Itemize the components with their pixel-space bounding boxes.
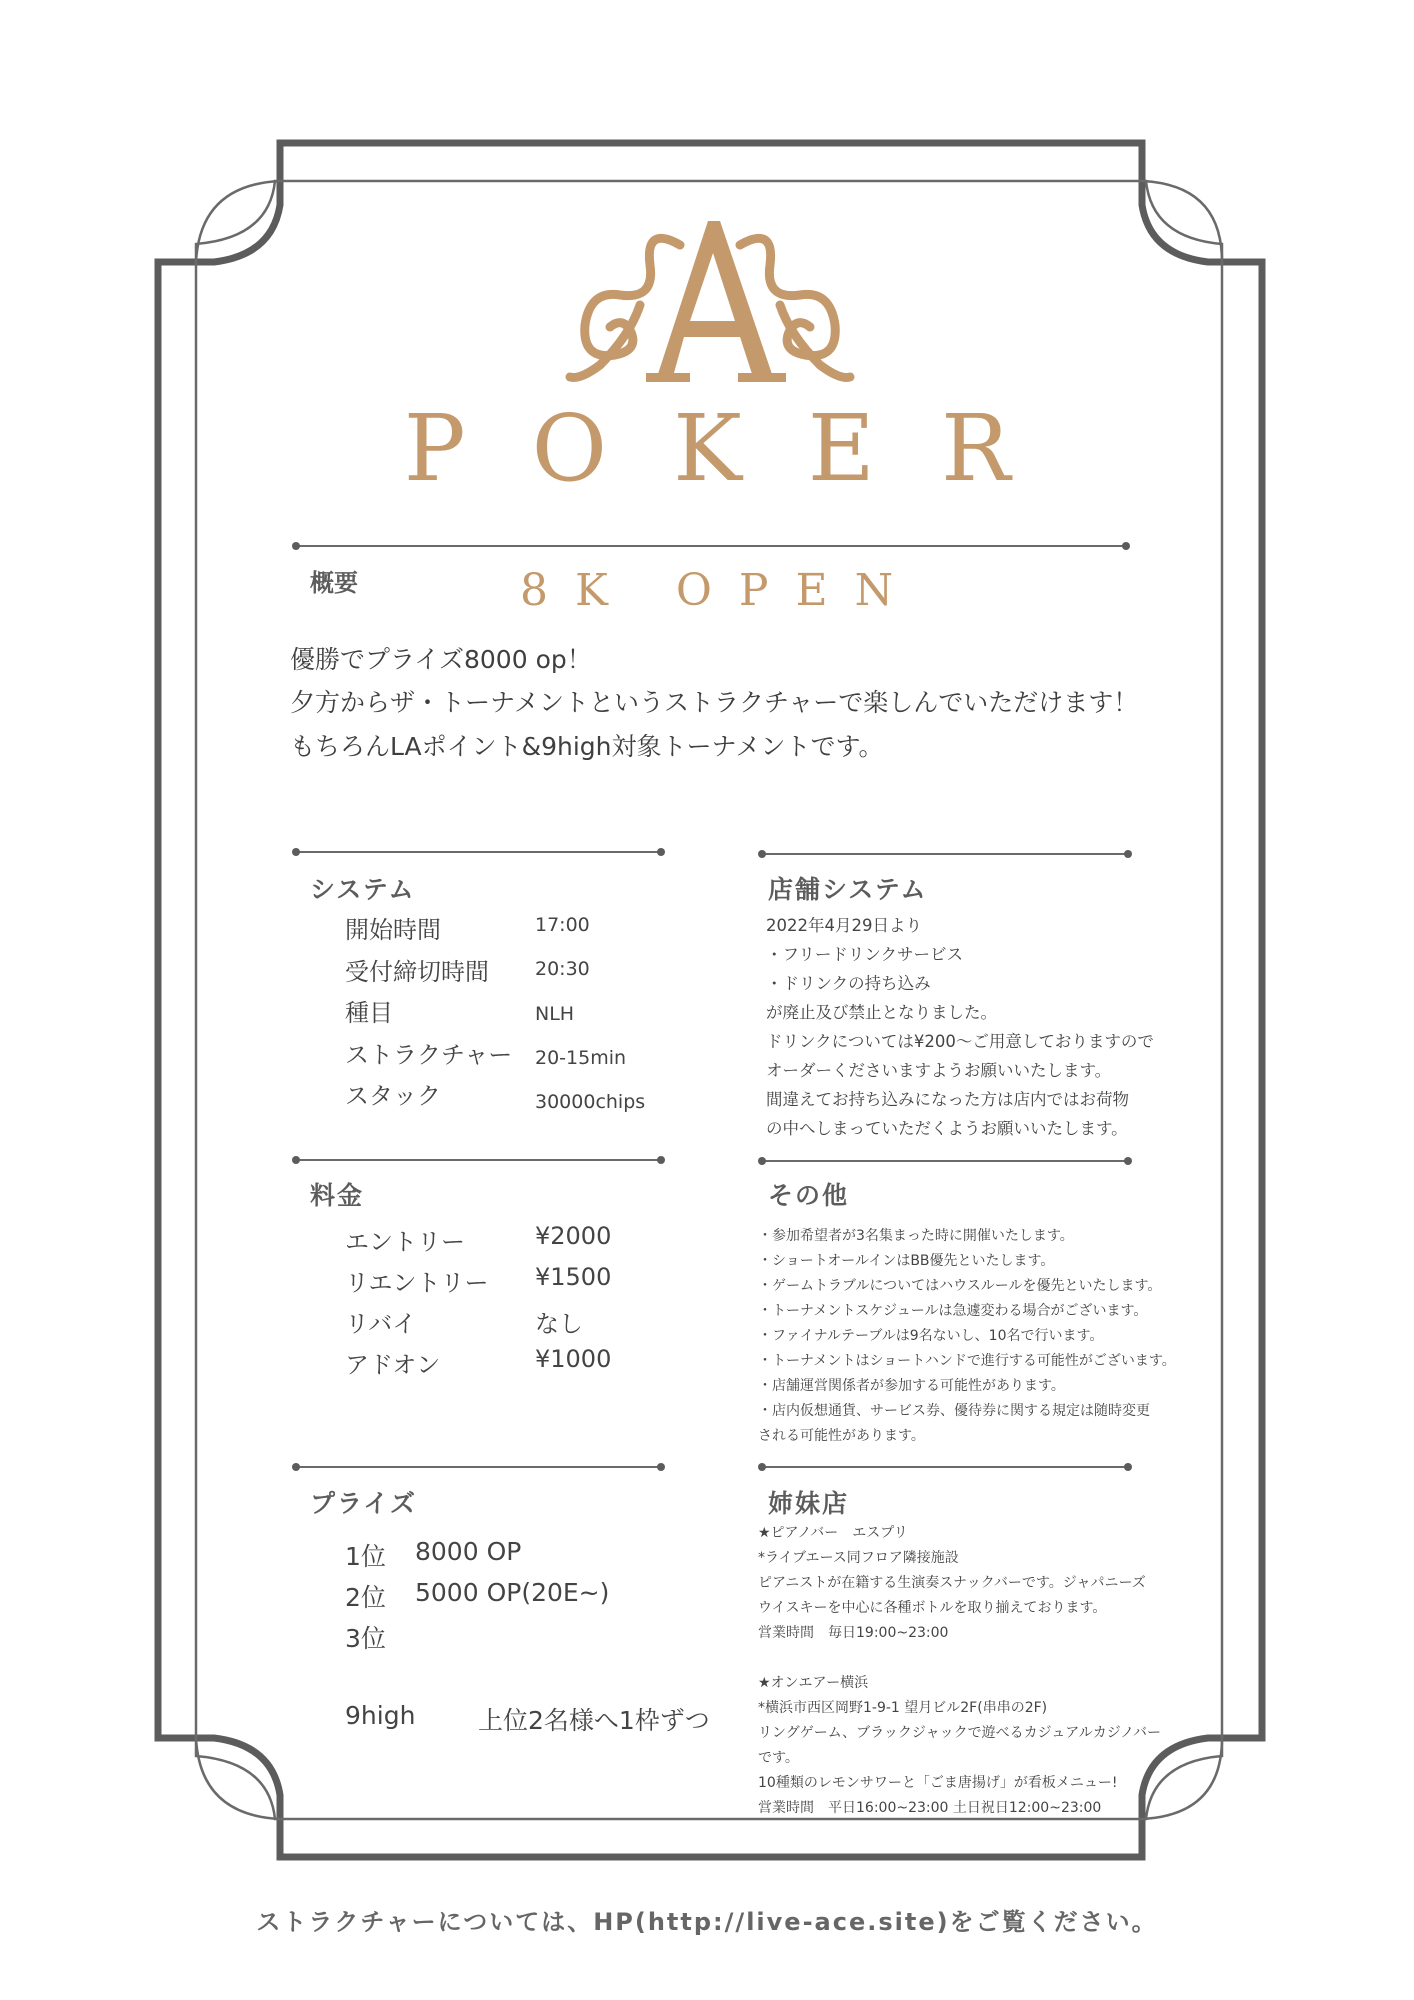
system-label: 開始時間	[345, 916, 441, 944]
others-line: ・ショートオールインはBB優先といたします。	[758, 1253, 1055, 1269]
fee-value: ¥2000	[535, 1222, 612, 1250]
sister-store-line: 10種類のレモンサワーと「ごま唐揚げ」が看板メニュー!	[758, 1775, 1118, 1791]
others-line: ・店内仮想通貨、サービス券、優待券に関する規定は随時変更	[758, 1403, 1150, 1419]
sister-store-line: 営業時間 毎日19:00~23:00	[758, 1625, 949, 1641]
divider	[296, 851, 661, 853]
divider	[762, 1160, 1128, 1162]
divider	[296, 1159, 661, 1161]
others-line: される可能性があります。	[758, 1428, 925, 1444]
sister-store-line: ★オンエアー横浜	[758, 1675, 869, 1691]
system-label: 受付締切時間	[345, 958, 489, 986]
prize-amount: 8000 OP	[415, 1537, 522, 1566]
others-line: ・ファイナルテーブルは9名ないし、10名で行います。	[758, 1328, 1104, 1344]
others-title: その他	[768, 1181, 850, 1210]
prize-amount: 5000 OP(20E~)	[415, 1578, 610, 1607]
prize-extra-label: 9high	[345, 1701, 416, 1730]
store-system-line: ドリンクについては¥200～ご用意しておりますので	[766, 1032, 1154, 1051]
system-label: 種目	[345, 999, 393, 1027]
sister-stores-title: 姉妹店	[768, 1489, 850, 1518]
system-value: 30000chips	[535, 1091, 646, 1113]
others-line: ・店舗運営関係者が参加する可能性があります。	[758, 1378, 1065, 1394]
fees-title: 料金	[310, 1181, 365, 1210]
sister-store-line: *ライブエース同フロア隣接施設	[758, 1550, 959, 1566]
prize-rank: 3位	[345, 1624, 386, 1653]
divider	[762, 853, 1128, 855]
overview-line: 優勝でプライズ8000 op！	[290, 645, 592, 674]
store-system-line: ・ドリンクの持ち込み	[766, 974, 931, 993]
store-system-line: オーダーくださいますようお願いいたします。	[766, 1061, 1112, 1080]
fee-label: リエントリー	[345, 1269, 489, 1297]
divider	[762, 1466, 1128, 1468]
system-value: 20:30	[535, 958, 590, 980]
store-system-line: 2022年4月29日より	[766, 916, 922, 935]
others-line: ・トーナメントはショートハンドで進行する可能性がございます。	[758, 1353, 1176, 1369]
sister-store-line: 営業時間 平日16:00~23:00 土日祝日12:00~23:00	[758, 1800, 1102, 1816]
others-line: ・参加希望者が3名集まった時に開催いたします。	[758, 1228, 1074, 1244]
fee-value: ¥1000	[535, 1345, 612, 1373]
system-value: 20-15min	[535, 1047, 627, 1069]
store-system-line: の中へしまっていただくようお願いいたします。	[766, 1119, 1128, 1138]
prize-extra-value: 上位2名様へ1枠ずつ	[478, 1706, 710, 1735]
sister-store-line: ピアニストが在籍する生演奏スナックバーです。ジャパニーズ	[758, 1575, 1146, 1591]
others-line: ・トーナメントスケジュールは急遽変わる場合がございます。	[758, 1303, 1148, 1319]
fee-label: アドオン	[345, 1351, 441, 1379]
fee-label: リバイ	[345, 1310, 417, 1338]
system-label: ストラクチャー	[345, 1041, 513, 1069]
event-title: 8K OPEN	[520, 565, 921, 616]
store-system-line: ・フリードリンクサービス	[766, 945, 964, 964]
fee-value: なし	[535, 1310, 583, 1338]
sister-store-line: です。	[758, 1750, 799, 1766]
prize-rank: 1位	[345, 1542, 386, 1571]
divider	[296, 1466, 661, 1468]
prizes-title: プライズ	[310, 1489, 418, 1518]
sister-store-line: ★ピアノバー エスプリ	[758, 1525, 908, 1541]
system-value: NLH	[535, 1003, 575, 1025]
overview-label: 概要	[310, 569, 358, 597]
brand-wordmark: POKER	[403, 395, 1077, 502]
logo-emblem	[560, 215, 860, 390]
system-value: 17:00	[535, 914, 590, 936]
system-title: システム	[310, 875, 416, 904]
store-system-line: が廃止及び禁止となりました。	[766, 1003, 997, 1022]
overview-line: 夕方からザ・トーナメントというストラクチャーで楽しんでいただけます！	[290, 688, 1139, 717]
sister-store-line: ウイスキーを中心に各種ボトルを取り揃えております。	[758, 1600, 1107, 1616]
sister-store-line: *横浜市西区岡野1-9-1 望月ビル2F(串串の2F)	[758, 1700, 1048, 1716]
fee-label: エントリー	[345, 1228, 465, 1256]
overview-line: もちろんLAポイント&9high対象トーナメントです。	[290, 732, 884, 761]
store-system-title: 店舗システム	[768, 875, 928, 904]
store-system-line: 間違えてお持ち込みになった方は店内ではお荷物	[766, 1090, 1129, 1109]
fee-value: ¥1500	[535, 1263, 612, 1291]
prize-rank: 2位	[345, 1583, 386, 1612]
sister-store-line: リングゲーム、ブラックジャックで遊べるカジュアルカジノバー	[758, 1725, 1162, 1741]
divider	[296, 545, 1126, 547]
footer-note: ストラクチャーについては、HP(http://live-ace.site)をご覧ください。	[256, 1908, 1158, 1936]
system-label: スタック	[345, 1082, 441, 1110]
others-line: ・ゲームトラブルについてはハウスルールを優先といたします。	[758, 1278, 1162, 1294]
